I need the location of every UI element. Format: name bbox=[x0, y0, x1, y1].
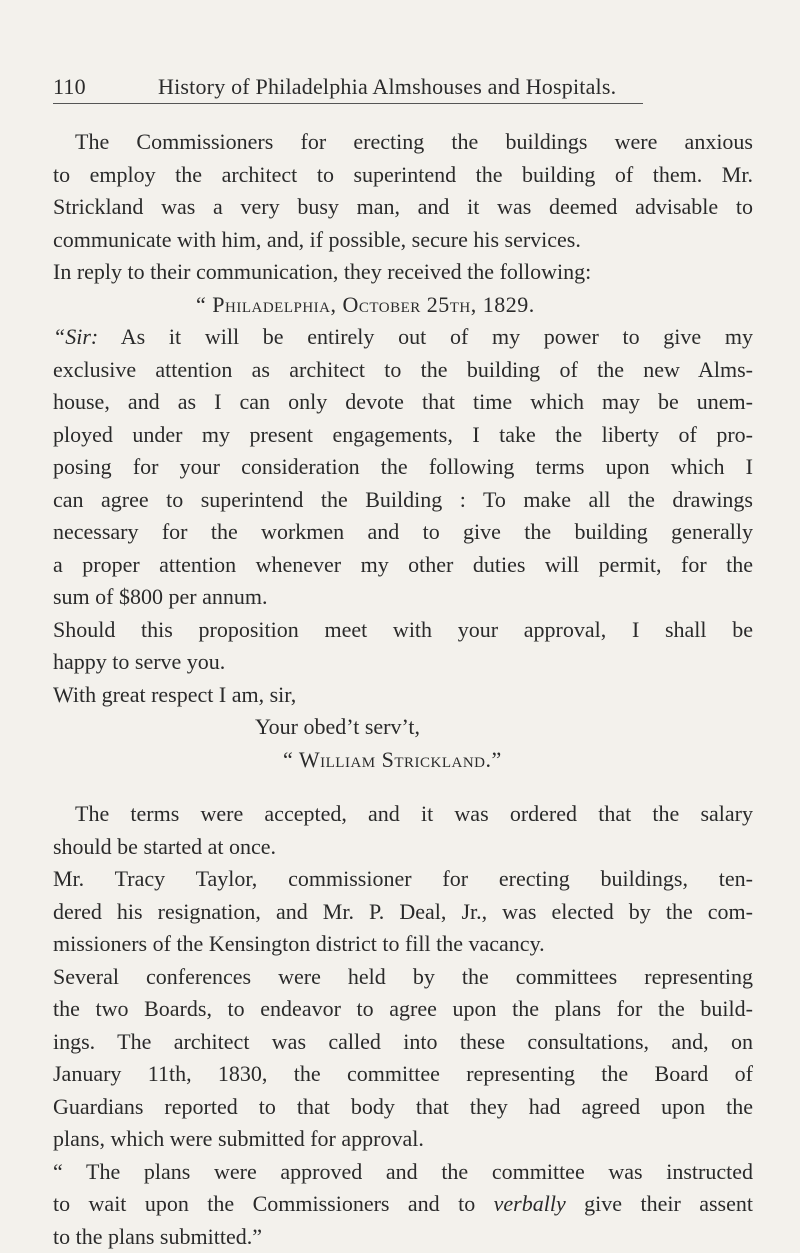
text-line: In reply to their communication, they received the following: bbox=[53, 256, 753, 289]
running-title: History of Philadelphia Almshouses and Hospitals. bbox=[158, 74, 616, 100]
text-line: can agree to superintend the Building : To make all the drawings bbox=[53, 484, 753, 517]
text-line: dered his resignation, and Mr. P. Deal, Jr., was elected by the com- bbox=[53, 896, 753, 929]
emphasis: verbally bbox=[494, 1191, 566, 1216]
text-line: sum of $800 per annum. bbox=[53, 581, 753, 614]
text-line: The Commissioners for erecting the buildings were anxious bbox=[53, 126, 753, 159]
text-fragment: As it will be entirely out of my power to give my bbox=[98, 324, 753, 349]
text-line: communicate with him, and, if possible, secure his services. bbox=[53, 224, 753, 257]
text-line: The terms were accepted, and it was ordered that the salary bbox=[53, 798, 753, 831]
body-text bbox=[53, 126, 753, 1253]
text-line: ings. The architect was called into these consultations, and, on bbox=[53, 1026, 753, 1059]
text-line: to employ the architect to superintend the building of them. Mr. bbox=[53, 159, 753, 192]
text-line: missioners of the Kensington district to fill the vacancy. bbox=[53, 928, 753, 961]
text-line: the two Boards, to endeavor to agree upon the plans for the build- bbox=[53, 993, 753, 1026]
salutation: “Sir: bbox=[53, 324, 98, 349]
text-line: Strickland was a very busy man, and it was deemed advisable to bbox=[53, 191, 753, 224]
text-line: happy to serve you. bbox=[53, 646, 753, 679]
letter-closing: With great respect I am, sir, bbox=[53, 679, 753, 712]
text-line: house, and as I can only devote that time which may be unem- bbox=[53, 386, 753, 419]
text-line: plans, which were submitted for approval. bbox=[53, 1123, 753, 1156]
text-line: Should this proposition meet with your approval, I shall be bbox=[53, 614, 753, 647]
text-line: January 11th, 1830, the committee representing the Board of bbox=[53, 1058, 753, 1091]
text-fragment: give their assent bbox=[566, 1191, 753, 1216]
letter-salutation-line bbox=[53, 321, 753, 354]
text-line: a proper attention whenever my other duties will permit, for the bbox=[53, 549, 753, 582]
text-line: to the plans submitted.” bbox=[53, 1221, 753, 1253]
text-line: should be started at once. bbox=[53, 831, 753, 864]
letter-signature: “ William Strickland.” bbox=[53, 744, 753, 777]
paragraph-gap bbox=[53, 776, 753, 798]
page-number: 110 bbox=[53, 74, 86, 100]
text-line: necessary for the workmen and to give the building generally bbox=[53, 516, 753, 549]
text-line: “ The plans were approved and the committee was instructed bbox=[53, 1156, 753, 1189]
text-line: posing for your consideration the following terms upon which I bbox=[53, 451, 753, 484]
header-rule bbox=[53, 103, 643, 104]
text-line: Guardians reported to that body that they had agreed upon the bbox=[53, 1091, 753, 1124]
text-line: exclusive attention as architect to the building of the new Alms- bbox=[53, 354, 753, 387]
letter-dateline: “ Philadelphia, October 25th, 1829. bbox=[53, 289, 753, 322]
text-line: Several conferences were held by the committees representing bbox=[53, 961, 753, 994]
text-line: ployed under my present engagements, I take the liberty of pro- bbox=[53, 419, 753, 452]
text-line: Mr. Tracy Taylor, commissioner for erecting buildings, ten- bbox=[53, 863, 753, 896]
text-fragment: to wait upon the Commissioners and to bbox=[53, 1191, 494, 1216]
text-line bbox=[53, 1188, 753, 1221]
letter-closing: Your obed’t serv’t, bbox=[53, 711, 753, 744]
